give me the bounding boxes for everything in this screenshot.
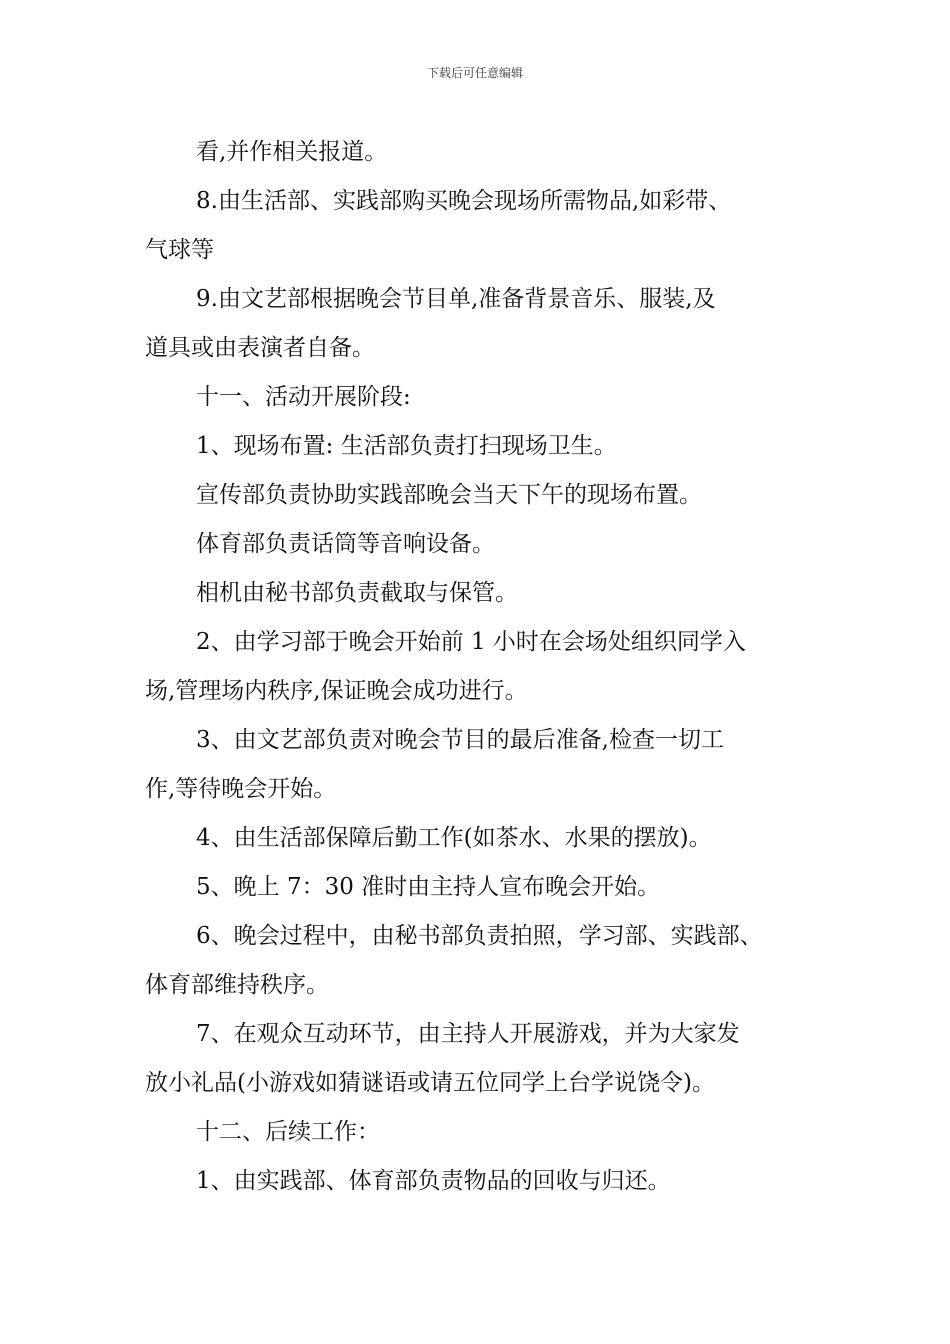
paragraph-line: 9.由文艺部根据晚会节目单,准备背景音乐、服装,及 xyxy=(196,286,716,312)
paragraph-line: 4、由生活部保障后勤工作(如茶水、水果的摆放)。 xyxy=(196,825,712,851)
paragraph-line: 5、晚上 7：30 准时由主持人宣布晚会开始。 xyxy=(196,874,661,900)
paragraph-line: 气球等 xyxy=(145,237,214,263)
paragraph-line: 放小礼品(小游戏如猜谜语或请五位同学上台学说饶令)。 xyxy=(145,1070,715,1096)
paragraph-line: 1、现场布置: 生活部负责打扫现场卫生。 xyxy=(196,433,617,459)
paragraph-line: 看,并作相关报道。 xyxy=(196,139,388,165)
paragraph-line: 3、由文艺部负责对晚会节目的最后准备,检查一切工 xyxy=(196,727,724,753)
paragraph-line: 8.由生活部、实践部购买晚会现场所需物品,如彩带、 xyxy=(196,188,732,214)
paragraph-line: 体育部负责话筒等音响设备。 xyxy=(196,531,495,557)
section-heading: 十一、活动开展阶段: xyxy=(196,384,411,410)
paragraph-line: 场,管理场内秩序,保证晚会成功进行。 xyxy=(145,678,528,704)
paragraph-line: 1、由实践部、体育部负责物品的回收与归还。 xyxy=(196,1168,671,1194)
paragraph-line: 相机由秘书部负责截取与保管。 xyxy=(196,580,518,606)
section-heading: 十二、后续工作： xyxy=(196,1119,380,1145)
paragraph-line: 宣传部负责协助实践部晚会当天下午的现场布置。 xyxy=(196,482,702,508)
paragraph-line: 7、在观众互动环节，由主持人开展游戏，并为大家发 xyxy=(196,1021,740,1047)
paragraph-line: 2、由学习部于晚会开始前 1 小时在会场处组织同学入 xyxy=(196,629,746,655)
paragraph-line: 体育部维持秩序。 xyxy=(145,972,329,998)
document-body xyxy=(145,128,835,1206)
page-header-note: 下载后可任意编辑 xyxy=(426,66,523,80)
paragraph-line: 作,等待晚会开始。 xyxy=(145,776,337,802)
paragraph-line: 6、晚会过程中，由秘书部负责拍照，学习部、实践部、 xyxy=(196,923,763,949)
paragraph-line: 道具或由表演者自备。 xyxy=(145,335,375,361)
